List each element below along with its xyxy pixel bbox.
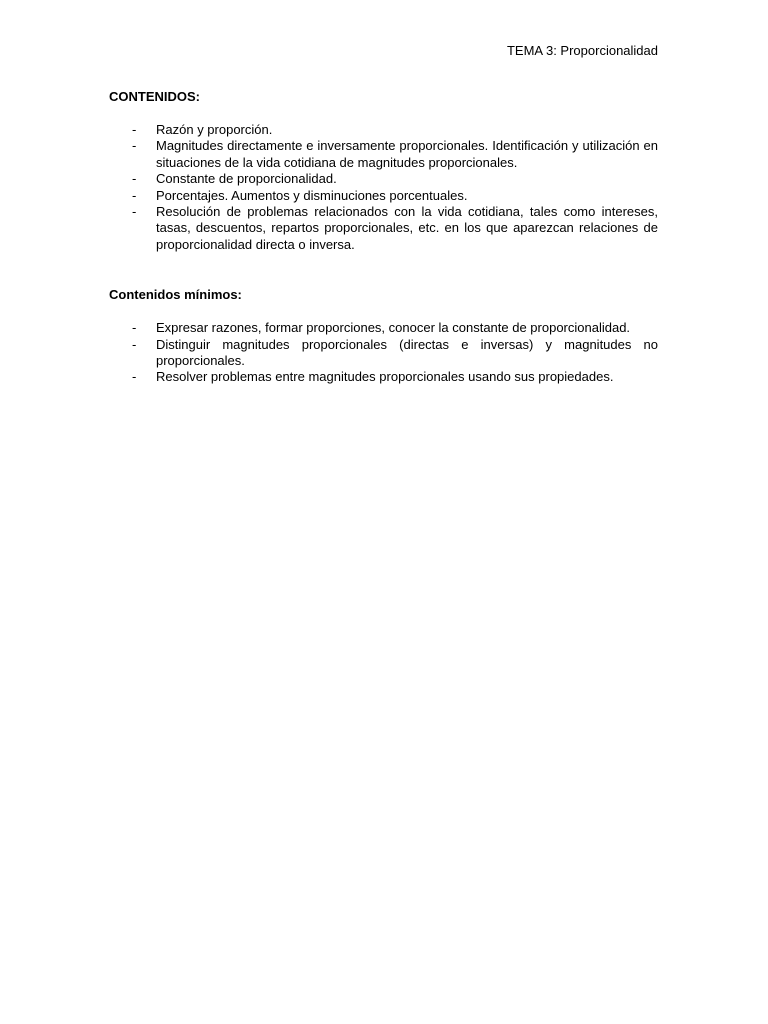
bullet-dash: - <box>132 320 137 336</box>
bullet-dash: - <box>132 171 137 187</box>
bullet-dash: - <box>132 369 137 385</box>
contenidos-minimos-list <box>109 320 658 386</box>
list-item-text: Razón y proporción. <box>156 122 273 137</box>
bullet-dash: - <box>132 122 137 137</box>
list-item <box>109 122 658 138</box>
contenidos-list <box>109 122 658 253</box>
list-item-text: Porcentajes. Aumentos y disminuciones porcentuales. <box>156 187 468 203</box>
list-item <box>109 337 658 370</box>
list-item <box>109 188 658 204</box>
bullet-dash: - <box>132 138 137 154</box>
bullet-dash: - <box>132 187 137 203</box>
list-item <box>109 204 658 253</box>
list-item-text: Magnitudes directamente e inversamente proporcionales. Identificación y utilización en situaciones de la vida cotidiana de magnitudes proporcionales. <box>156 138 658 170</box>
list-item-text: Resolución de problemas relacionados con la vida cotidiana, tales como intereses, tasas, descuentos, repartos proporcionales, etc. en los que aparezcan relaciones de proporcionalidad directa o inversa. <box>156 204 658 252</box>
bullet-dash: - <box>132 336 137 352</box>
list-item <box>109 320 658 336</box>
contenidos-section <box>109 89 658 253</box>
contenidos-minimos-heading: Contenidos mínimos: <box>109 287 242 303</box>
page-header-title: TEMA 3: Proporcionalidad <box>506 43 658 58</box>
list-item <box>109 138 658 171</box>
contenidos-minimos-section <box>109 287 658 386</box>
list-item <box>109 369 658 385</box>
list-item-text: Constante de proporcionalidad. <box>156 171 337 187</box>
bullet-dash: - <box>132 204 137 220</box>
list-item-text: Expresar razones, formar proporciones, conocer la constante de proporcionalidad. <box>156 320 631 336</box>
list-item <box>109 171 658 187</box>
document-body <box>109 89 658 386</box>
list-item-text: Distinguir magnitudes proporcionales (directas e inversas) y magnitudes no proporcionales. <box>156 336 658 369</box>
list-item-text: Resolver problemas entre magnitudes proporcionales usando sus propiedades. <box>156 369 614 385</box>
contenidos-heading: CONTENIDOS: <box>109 89 200 104</box>
